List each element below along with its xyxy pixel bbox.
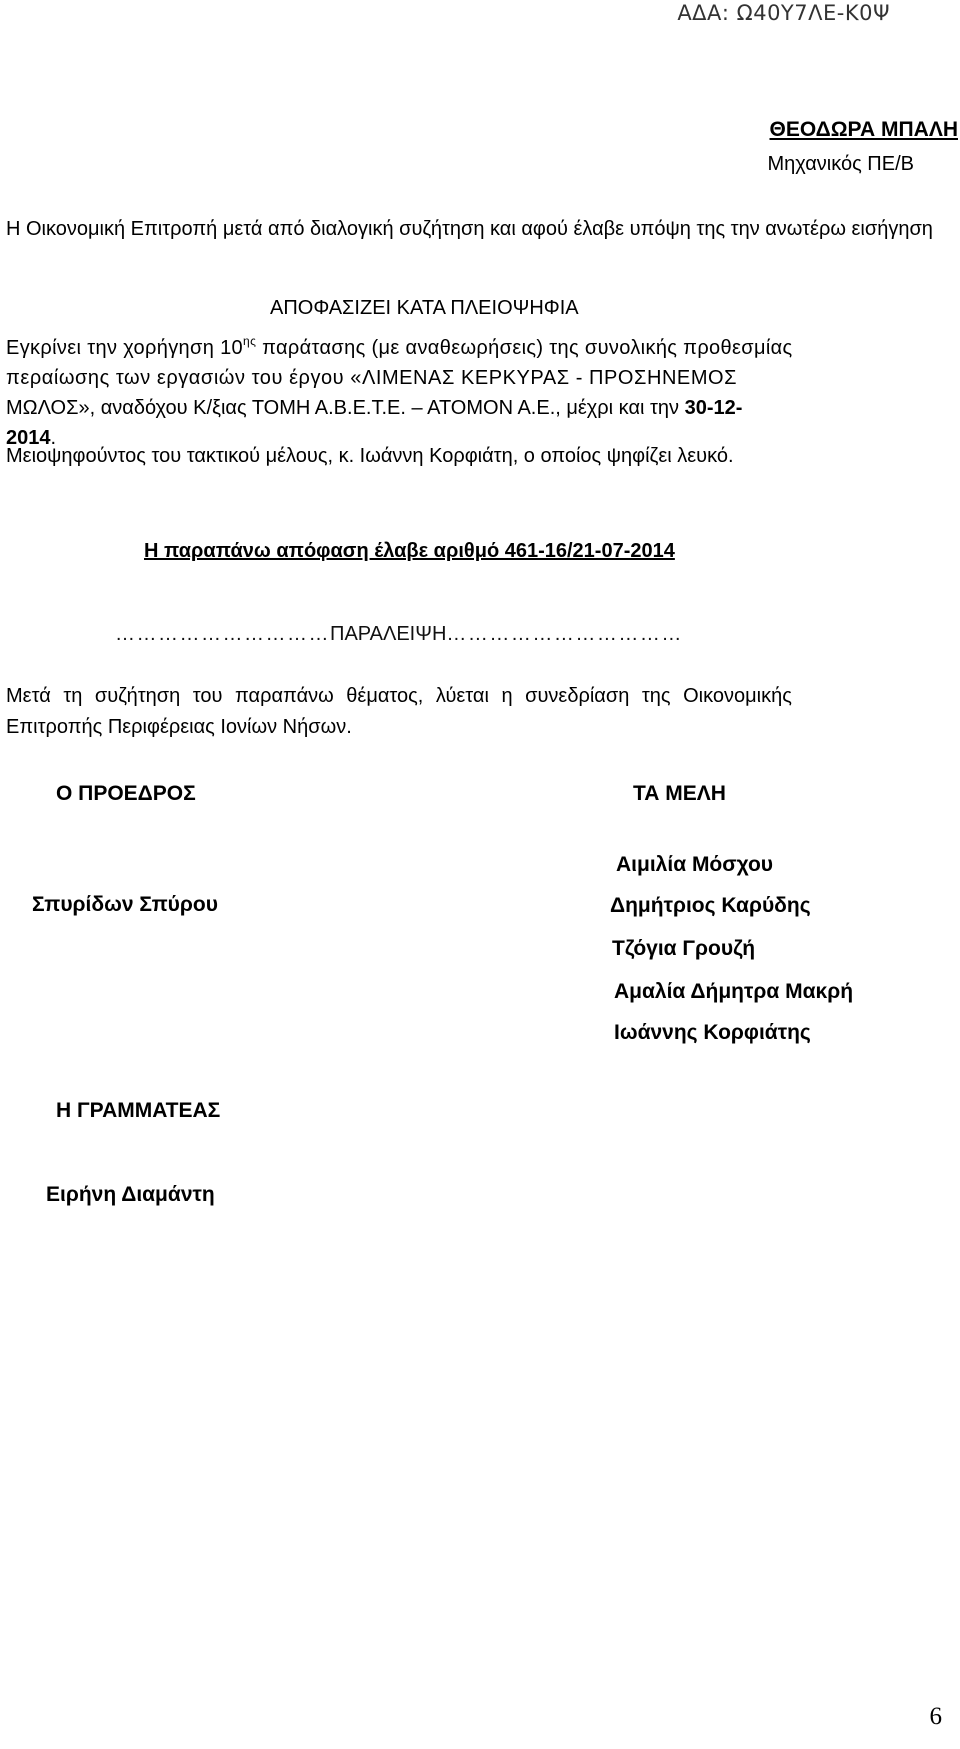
minority-vote-note: Μειοψηφούντος του τακτικού μέλους, κ. Ιωάννη Κορφιάτη, ο οποίος ψηφίζει λευκό. <box>6 445 734 467</box>
closing-line-2: Επιτροπής Περιφέρειας Ιονίων Νήσων. <box>6 716 352 738</box>
omission-label: ΠΑΡΑΛΕΙΨΗ <box>330 623 447 645</box>
ada-code: ΑΔΑ: Ω40Υ7ΛΕ-Κ0Ψ <box>677 1 890 25</box>
omission-dots-right: …………………………… <box>446 623 683 645</box>
approval-paragraph <box>6 326 793 453</box>
approval-text: Εγκρίνει την χορήγηση 10 <box>6 337 244 359</box>
intro-paragraph: Η Οικονομική Επιτροπή μετά από διαλογική συζήτηση και αφού έλαβε υπόψη της την ανωτέρω εισήγηση <box>6 218 933 240</box>
approval-text: ΜΩΛΟΣ», αναδόχου Κ/ξιας ΤΟΜΗ Α.Β.Ε.Τ.Ε. – ΑΤΟΜΟΝ Α.Ε., μέχρι και την <box>6 397 685 419</box>
member-name: Αμαλία Δήμητρα Μακρή <box>614 980 854 1003</box>
secretary-name: Ειρήνη Διαμάντη <box>46 1183 215 1206</box>
member-name: Αιμιλία Μόσχου <box>616 853 774 876</box>
decision-heading: ΑΠΟΦΑΣΙΖΕΙ ΚΑΤΑ ΠΛΕΙΟΨΗΦΙΑ <box>270 297 579 319</box>
decision-number: Η παραπάνω απόφαση έλαβε αριθμό 461-16/21-07-2014 <box>144 540 675 562</box>
approval-line-1 <box>6 326 793 363</box>
deadline-year: 2014 <box>6 427 51 449</box>
president-title: Ο ΠΡΟΕΔΡΟΣ <box>56 782 196 805</box>
approval-text: . <box>50 427 57 449</box>
deadline-date-part: 30-12- <box>684 397 743 419</box>
member-name: Δημήτριος Καρύδης <box>610 894 811 917</box>
approval-line-2: περαίωσης των εργασιών του έργου «ΛΙΜΕΝΑΣ ΚΕΡΚΥΡΑΣ - ΠΡΟΣΗΝΕΜΟΣ <box>6 367 738 389</box>
closing-paragraph <box>6 681 792 743</box>
closing-line-1: Μετά τη συζήτηση του παραπάνω θέματος, λύεται η συνεδρίαση της Οικονομικής <box>6 685 792 707</box>
omission-dots-left: ………………………… <box>115 623 330 645</box>
members-title: ΤΑ ΜΕΛΗ <box>633 782 726 805</box>
approval-line-3 <box>6 393 793 423</box>
ordinal-superscript: ης <box>243 334 257 348</box>
signer-role: Μηχανικός ΠΕ/Β <box>767 153 914 175</box>
member-name: Τζόγια Γρουζή <box>612 937 756 960</box>
page-number: 6 <box>929 1703 942 1730</box>
secretary-title: Η ΓΡΑΜΜΑΤΕΑΣ <box>56 1099 221 1122</box>
signer-name: ΘΕΟΔΩΡΑ ΜΠΑΛΗ <box>769 118 958 141</box>
omission-marker <box>115 623 683 646</box>
member-name: Ιωάννης Κορφιάτης <box>614 1021 811 1044</box>
president-name: Σπυρίδων Σπύρου <box>32 893 218 916</box>
approval-text: παράτασης (με αναθεωρήσεις) της συνολικής προθεσμίας <box>256 337 793 359</box>
